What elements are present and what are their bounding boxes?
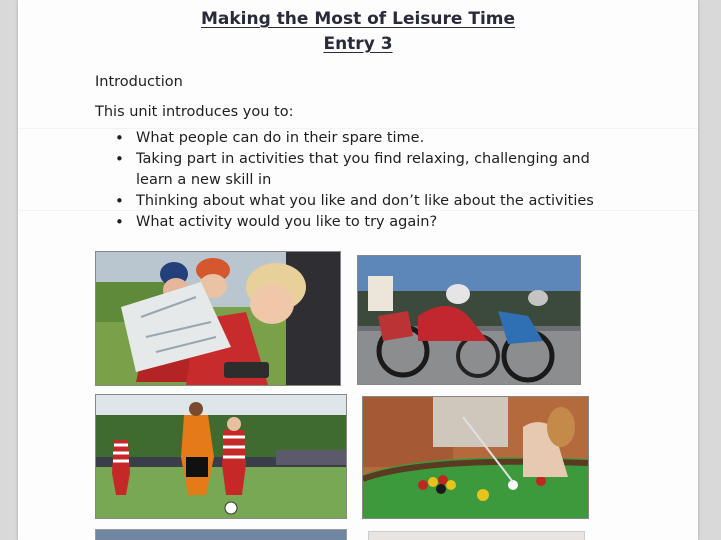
bullet-item: • Taking part in activities that you find relaxing, challenging and learn a new skill in <box>95 149 615 191</box>
bullet-list <box>95 128 615 233</box>
intro-text: This unit introduces you to: <box>95 104 294 120</box>
intro-heading: Introduction <box>95 74 183 90</box>
document-title: Making the Most of Leisure Time <box>200 9 516 29</box>
pool-game-photo <box>362 396 589 519</box>
bullet-item: • What activity would you like to try again? <box>95 212 615 233</box>
document-subtitle: Entry 3 <box>323 34 393 54</box>
map-reading-photo <box>95 251 341 386</box>
lower-photo-right <box>368 531 585 540</box>
document-page <box>18 0 698 540</box>
bullet-item: • What people can do in their spare time. <box>95 128 615 149</box>
football-match-photo <box>95 394 347 519</box>
wheelchair-race-photo <box>357 255 581 385</box>
bullet-item: • Thinking about what you like and don’t like about the activities <box>95 191 615 212</box>
lower-photo-left <box>95 529 347 540</box>
